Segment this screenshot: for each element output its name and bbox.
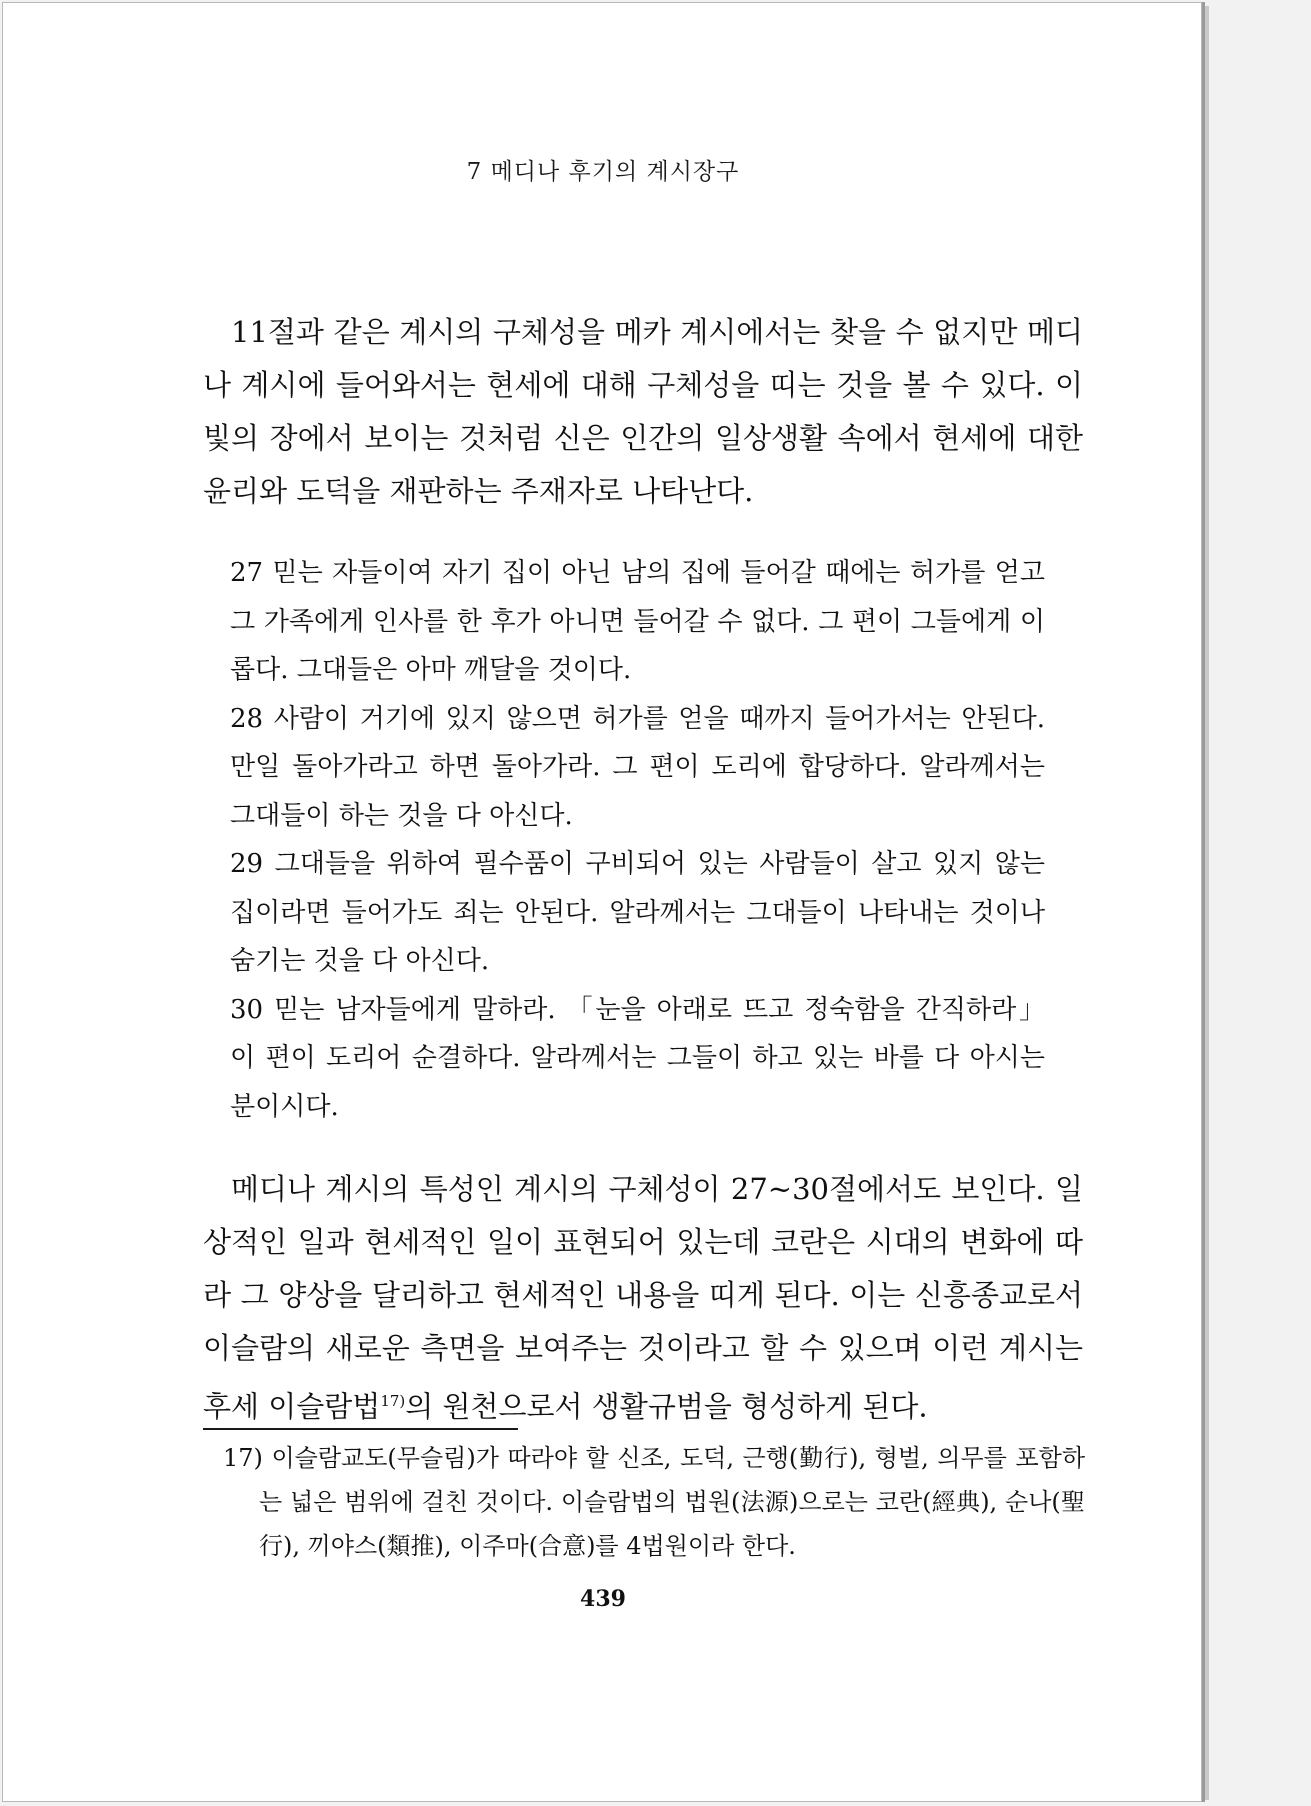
paragraph-2-after-note: 의 원천으로서 생활규범을 형성하게 된다. xyxy=(405,1389,928,1424)
running-head: 7 메디나 후기의 계시장구 xyxy=(466,159,740,185)
verse-block xyxy=(230,549,1045,1131)
footnote-divider xyxy=(203,1428,518,1430)
paragraph-2-text xyxy=(203,1163,1083,1434)
paragraph-1 xyxy=(203,306,1083,518)
footnote-17 xyxy=(223,1436,1085,1568)
paragraph-2 xyxy=(203,1163,1083,1434)
verse-27: 27 믿는 자들이여 자기 집이 아닌 남의 집에 들어갈 때에는 허가를 얻고 그 가족에게 인사를 한 후가 아니면 들어갈 수 없다. 그 편이 그들에게 이롭다. 그대들은 아마 깨달을 것이다. xyxy=(230,558,1045,685)
verse-30: 30 믿는 남자들에게 말하라. 「눈을 아래로 뜨고 정숙함을 간직하라」 이 편이 도리어 순결하다. 알라께서는 그들이 하고 있는 바를 다 아시는 분이시다. xyxy=(230,994,1045,1122)
verse-28: 28 사람이 거기에 있지 않으면 허가를 얻을 때까지 들어가서는 안된다. 만일 돌아가라고 하면 돌아가라. 그 편이 도리에 합당하다. 알라께서는 그대들이 하는 것을 다 아신다. xyxy=(230,703,1045,831)
verse-29: 29 그대들을 위하여 필수품이 구비되어 있는 사람들이 살고 있지 않는 집이라면 들어가도 죄는 안된다. 알라께서는 그대들이 나타내는 것이나 숨기는 것을 다 아신다. xyxy=(230,849,1045,976)
page-edge-stack xyxy=(1205,6,1209,1800)
paragraph-2-before-note: 메디나 계시의 특성인 계시의 구체성이 27~30절에서도 보인다. 일상적인 일과 현세적인 일이 표현되어 있는데 코란은 시대의 변화에 따라 그 양상을 달리하고 현세적인 내용을 띠게 된다. 이는 신흥종교로서 이슬람의 새로운 측면을 보여주는 것이라고 할 수 있으며 이런 계시는 후세 이슬람법 xyxy=(203,1172,1083,1424)
page-number: 439 xyxy=(580,1586,626,1612)
footnote-text: 17) 이슬람교도(무슬림)가 따라야 할 신조, 도덕, 근행(勤行), 형벌, 의무를 포함하는 넓은 범위에 걸친 것이다. 이슬람법의 법원(法源)으로는 코란(經典), 순나(聖行), 끼야스(類推), 이주마(合意)를 4법원이라 한다. xyxy=(223,1444,1085,1560)
book-page xyxy=(2,2,1202,1802)
footnote-reference: 17) xyxy=(380,1392,406,1410)
paragraph-1-text: 11절과 같은 계시의 구체성을 메카 계시에서는 찾을 수 없지만 메디나 계시에 들어와서는 현세에 대해 구체성을 띠는 것을 볼 수 있다. 이 빛의 장에서 보이는 것처럼 신은 인간의 일상생활 속에서 현세에 대한 윤리와 도덕을 재판하는 주재자로 나타난다. xyxy=(203,315,1083,508)
